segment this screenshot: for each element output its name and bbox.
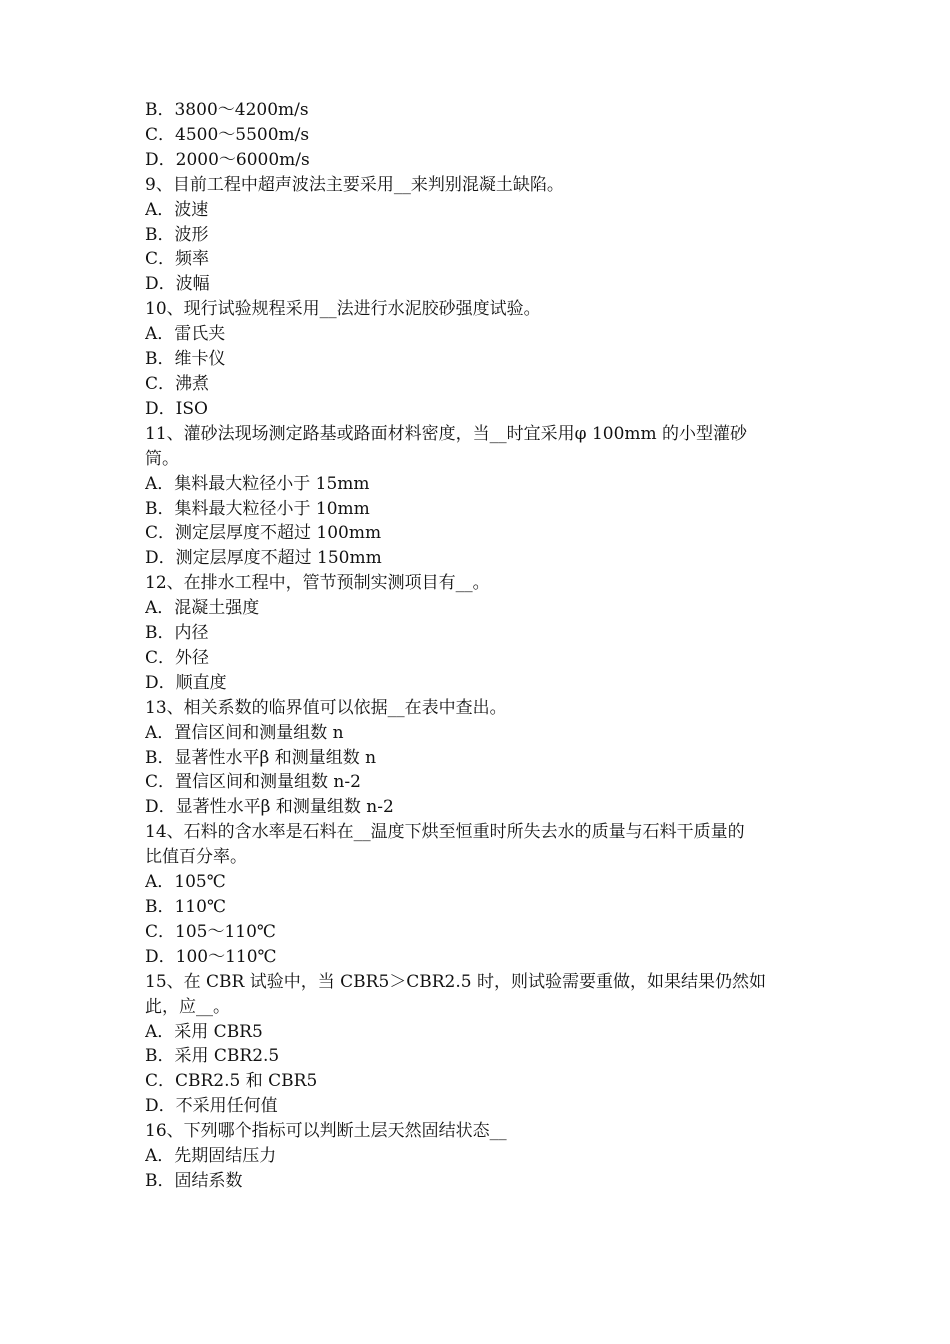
option-a: A．先期固结压力 <box>145 1146 277 1167</box>
question-list <box>145 98 811 1194</box>
question-16: 16、下列哪个指标可以判断土层天然固结状态__ <box>145 1121 507 1142</box>
question-14-continued: 比值百分率。 <box>145 847 247 868</box>
option-b: B．采用 CBR2.5 <box>145 1046 280 1067</box>
option-c: C．测定层厚度不超过 100mm <box>145 523 382 544</box>
option-b: B．波形 <box>145 224 209 245</box>
question-13: 13、相关系数的临界值可以依据__在表中查出。 <box>145 697 507 718</box>
option-a: A．混凝土强度 <box>145 598 260 619</box>
question-11-continued: 筒。 <box>145 448 179 469</box>
option-b: B．内径 <box>145 623 209 644</box>
option-d: D．顺直度 <box>145 672 227 693</box>
option-c: C．CBR2.5 和 CBR5 <box>145 1071 318 1092</box>
question-10: 10、现行试验规程采用__法进行水泥胶砂强度试验。 <box>145 299 541 320</box>
option-d: D．ISO <box>145 398 208 419</box>
option-a: A．置信区间和测量组数 n <box>145 722 344 743</box>
option-c: C．4500～5500m/s <box>145 124 310 145</box>
question-15: 15、在 CBR 试验中，当 CBR5＞CBR2.5 时，则试验需要重做，如果结果仍然如 <box>145 971 766 992</box>
option-d: D．不采用任何值 <box>145 1096 278 1117</box>
option-a: A．105℃ <box>145 872 226 893</box>
option-b: B．3800～4200m/s <box>145 100 309 120</box>
option-d: D．2000～6000m/s <box>145 149 310 170</box>
option-a: A．集料最大粒径小于 15mm <box>145 473 370 494</box>
option-a: A．雷氏夹 <box>145 324 226 345</box>
option-b: B．固结系数 <box>145 1170 243 1191</box>
option-b: B．110℃ <box>145 897 226 917</box>
question-9: 9、目前工程中超声波法主要采用__来判别混凝土缺陷。 <box>145 174 564 195</box>
question-12: 12、在排水工程中，管节预制实测项目有__。 <box>145 573 490 594</box>
option-d: D．100～110℃ <box>145 946 277 967</box>
option-a: A．采用 CBR5 <box>145 1021 263 1042</box>
question-11: 11、灌砂法现场测定路基或路面材料密度，当__时宜采用φ 100mm 的小型灌砂 <box>145 423 748 444</box>
option-d: D．显著性水平β 和测量组数 n-2 <box>145 797 394 818</box>
option-c: C．105～110℃ <box>145 921 276 942</box>
option-c: C．频率 <box>145 249 210 270</box>
option-c: C．沸煮 <box>145 373 210 394</box>
option-c: C．置信区间和测量组数 n-2 <box>145 772 361 793</box>
option-b: B．显著性水平β 和测量组数 n <box>145 747 377 768</box>
option-b: B．维卡仪 <box>145 349 226 370</box>
option-c: C．外径 <box>145 647 210 668</box>
question-14: 14、石料的含水率是石料在__温度下烘至恒重时所失去水的质量与石料干质量的 <box>145 822 745 843</box>
option-d: D．测定层厚度不超过 150mm <box>145 548 382 569</box>
question-15-continued: 此，应__。 <box>145 996 230 1017</box>
option-a: A．波速 <box>145 199 209 220</box>
option-d: D．波幅 <box>145 274 210 295</box>
option-b: B．集料最大粒径小于 10mm <box>145 498 370 519</box>
